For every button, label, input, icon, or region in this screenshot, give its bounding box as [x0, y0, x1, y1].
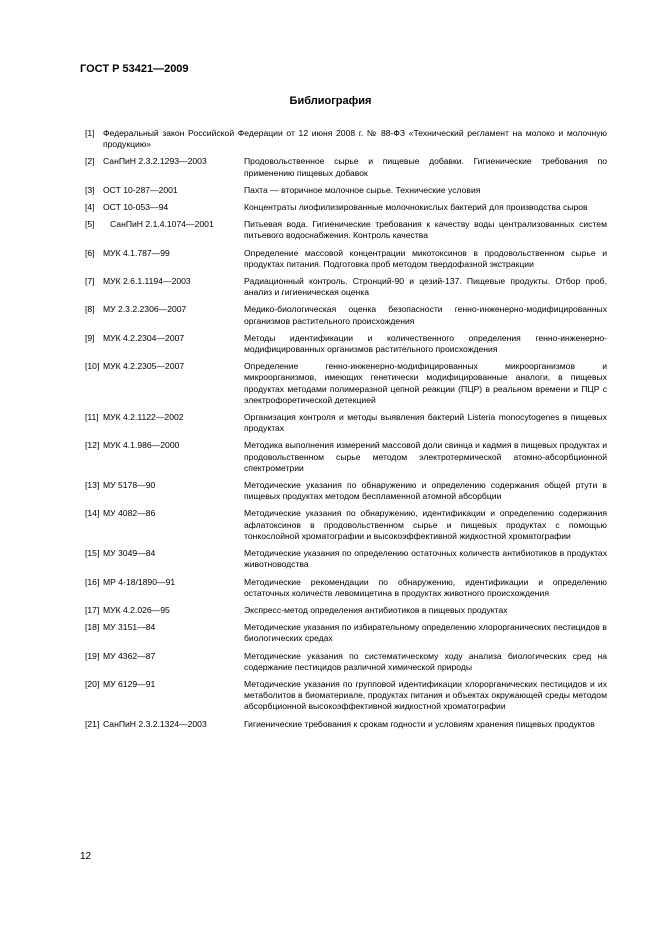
entry-description: Методические указания по обнаружению, идентификации и определению содержания афлатоксинов в продовольственном сырье и пищевых продуктах с помощью тонкослойной хроматографии и высокоэффективной жидкостной хроматографии — [244, 508, 607, 541]
entry-code: ОСТ 10-287—2001 — [103, 184, 178, 195]
entry-description: Федеральный закон Российской Федерации от 12 июня 2008 г. № 88-ФЗ «Технический регламент на молоко и молочную продукцию» — [103, 128, 607, 150]
entry-number: [4] — [85, 202, 95, 213]
bibliography-entry — [85, 276, 607, 298]
entry-description: Методические указания по систематическому ходу анализа биологических сред на содержание пестицидов различной химической природы — [244, 650, 607, 672]
entry-number: [20] — [85, 678, 100, 689]
entry-description: Определение массовой концентрации микотоксинов в продовольственном сырье и продуктах питания. Подготовка проб методом твердофазной экстракции — [244, 247, 607, 269]
entry-description: Методические указания по групповой идентификации хлорорганических пестицидов и их метаболитов в биоматериале, продуктах питания и объектах окружающей среды методом абсорбционной высокоэффективной жидкостной хроматографии — [244, 678, 607, 712]
bibliography-entry — [85, 508, 607, 542]
bibliography-entry — [85, 440, 607, 474]
entry-description: Методические рекомендации по обнаружению, идентификации и определению остаточных количеств левомицетина в продуктах животного происхождения — [244, 576, 607, 598]
entry-description: Определение генно-инженерно-модифицированных микроорганизмов и микроорганизмов, имеющих генетически модифицированные аналоги, в пищевых продуктах методами полимеразной цепной реакции (ПЦР) в реальном времени и ПЦР с электрофоретической детекцией — [244, 361, 607, 405]
entry-description: Методические указания по избирательному определению хлорорганических пестицидов в биологических средах — [244, 622, 607, 644]
entry-number: [12] — [85, 440, 100, 451]
entry-code: МУК 4.1.986—2000 — [103, 440, 180, 451]
entry-number: [10] — [85, 361, 100, 372]
entry-description: Гигиенические требования к срокам годности и условиям хранения пищевых продуктов — [244, 718, 595, 729]
bibliography-entry — [85, 128, 607, 150]
entry-code: СанПиН 2.3.2.1293—2003 — [103, 156, 207, 167]
entry-description: Методы идентификации и количественного определения генно-инженерно-модифицированных организмов растительного происхождения — [244, 332, 607, 355]
entry-number: [21] — [85, 718, 100, 729]
bibliography-entry — [85, 719, 607, 730]
entry-description: Радиационный контроль. Стронций-90 и цезий-137. Пищевые продукты. Отбор проб, анализ и гигиеническая оценка — [244, 276, 607, 298]
entry-code: МУК 4.2.2305—2007 — [103, 361, 185, 372]
bibliography-entry — [85, 333, 607, 355]
entry-number: [7] — [85, 276, 95, 287]
bibliography-list — [85, 128, 607, 736]
entry-number: [14] — [85, 508, 100, 519]
entry-number: [5] — [85, 219, 95, 230]
entry-number: [8] — [85, 304, 95, 315]
entry-number: [18] — [85, 622, 100, 633]
page-number: 12 — [80, 851, 92, 862]
entry-number: [2] — [85, 156, 95, 167]
entry-description: Питьевая вода. Гигиенические требования к качеству воды централизованных систем питьевого водоснабжения. Контроль качества — [244, 219, 607, 241]
entry-number: [17] — [85, 604, 100, 615]
entry-number: [13] — [85, 480, 100, 491]
entry-description: Продовольственное сырье и пищевые добавки. Гигиенические требования по применению пищевых добавок — [244, 156, 607, 178]
bibliography-entry — [85, 622, 607, 644]
entry-description: Пахта — вторичное молочное сырье. Технические условия — [244, 184, 481, 195]
bibliography-entry — [85, 577, 607, 599]
bibliography-entry — [85, 156, 607, 178]
entry-number: [9] — [85, 332, 95, 343]
entry-code: МР 4-18/1890—91 — [103, 576, 176, 587]
entry-code: СанПиН 2.1.4.1074—2001 — [110, 219, 214, 230]
bibliography-entry — [85, 219, 607, 241]
bibliography-entry — [85, 651, 607, 673]
bibliography-entry — [85, 548, 607, 570]
entry-code: МУ 4362—87 — [103, 650, 156, 661]
entry-code: СанПиН 2.3.2.1324—2003 — [103, 718, 207, 729]
entry-code: МУ 3151—84 — [103, 622, 156, 633]
entry-code: МУ 6129—91 — [103, 678, 156, 689]
entry-description: Организация контроля и методы выявления бактерий Listeria monocytogenes в пищевых продуктах — [244, 412, 607, 434]
entry-code: МУК 4.2.1122—2002 — [103, 412, 184, 423]
entry-code: МУ 5178—90 — [103, 480, 156, 491]
entry-code: МУ 3049—84 — [103, 548, 156, 559]
entry-number: [16] — [85, 576, 100, 587]
entry-number: [6] — [85, 247, 95, 258]
standard-code: ГОСТ Р 53421—2009 — [80, 63, 189, 75]
entry-code: МУК 4.2.026—95 — [103, 604, 170, 615]
bibliography-entry — [85, 304, 607, 326]
entry-number: [1] — [85, 128, 95, 138]
bibliography-entry — [85, 361, 607, 406]
entry-code: МУК 4.1.787—99 — [103, 247, 170, 258]
entry-code: ОСТ 10-053—94 — [103, 202, 169, 213]
entry-number: [11] — [85, 412, 99, 423]
bibliography-entry — [85, 605, 607, 616]
entry-description: Экспресс-метод определения антибиотиков в пищевых продуктах — [244, 604, 508, 615]
entry-code: МУК 4.2.2304—2007 — [103, 332, 185, 343]
entry-description: Концентраты лиофилизированные молочнокислых бактерий для производства сыров — [244, 202, 588, 213]
entry-description: Методика выполнения измерений массовой доли свинца и кадмия в пищевых продуктах и продовольственном сырье методом электротермической атомно-абсорбционной спектрометрии — [244, 440, 607, 473]
entry-number: [3] — [85, 184, 95, 195]
bibliography-entry — [85, 248, 607, 270]
entry-number: [15] — [85, 548, 100, 559]
bibliography-entry — [85, 412, 607, 434]
entry-code: МУК 2.6.1.1194—2003 — [103, 276, 191, 287]
bibliography-entry — [85, 185, 607, 196]
entry-code: МУ 4082—86 — [103, 508, 156, 519]
entry-code: МУ 2.3.2.2306—2007 — [103, 304, 187, 315]
bibliography-entry — [85, 679, 607, 713]
entry-description: Методические указания по обнаружению и определению содержания общей ртути в пищевых продуктах методом беспламенной атомной абсорбции — [244, 480, 607, 502]
bibliography-entry — [85, 480, 607, 502]
entry-description: Методические указания по определению остаточных количеств антибиотиков в продуктах животноводства — [244, 548, 607, 570]
section-title: Библиография — [289, 95, 372, 107]
entry-description: Медико-биологическая оценка безопасности генно-инженерно-модифицированных организмов растительного происхождения — [244, 304, 607, 326]
bibliography-entry — [85, 202, 607, 213]
entry-number: [19] — [85, 650, 100, 661]
